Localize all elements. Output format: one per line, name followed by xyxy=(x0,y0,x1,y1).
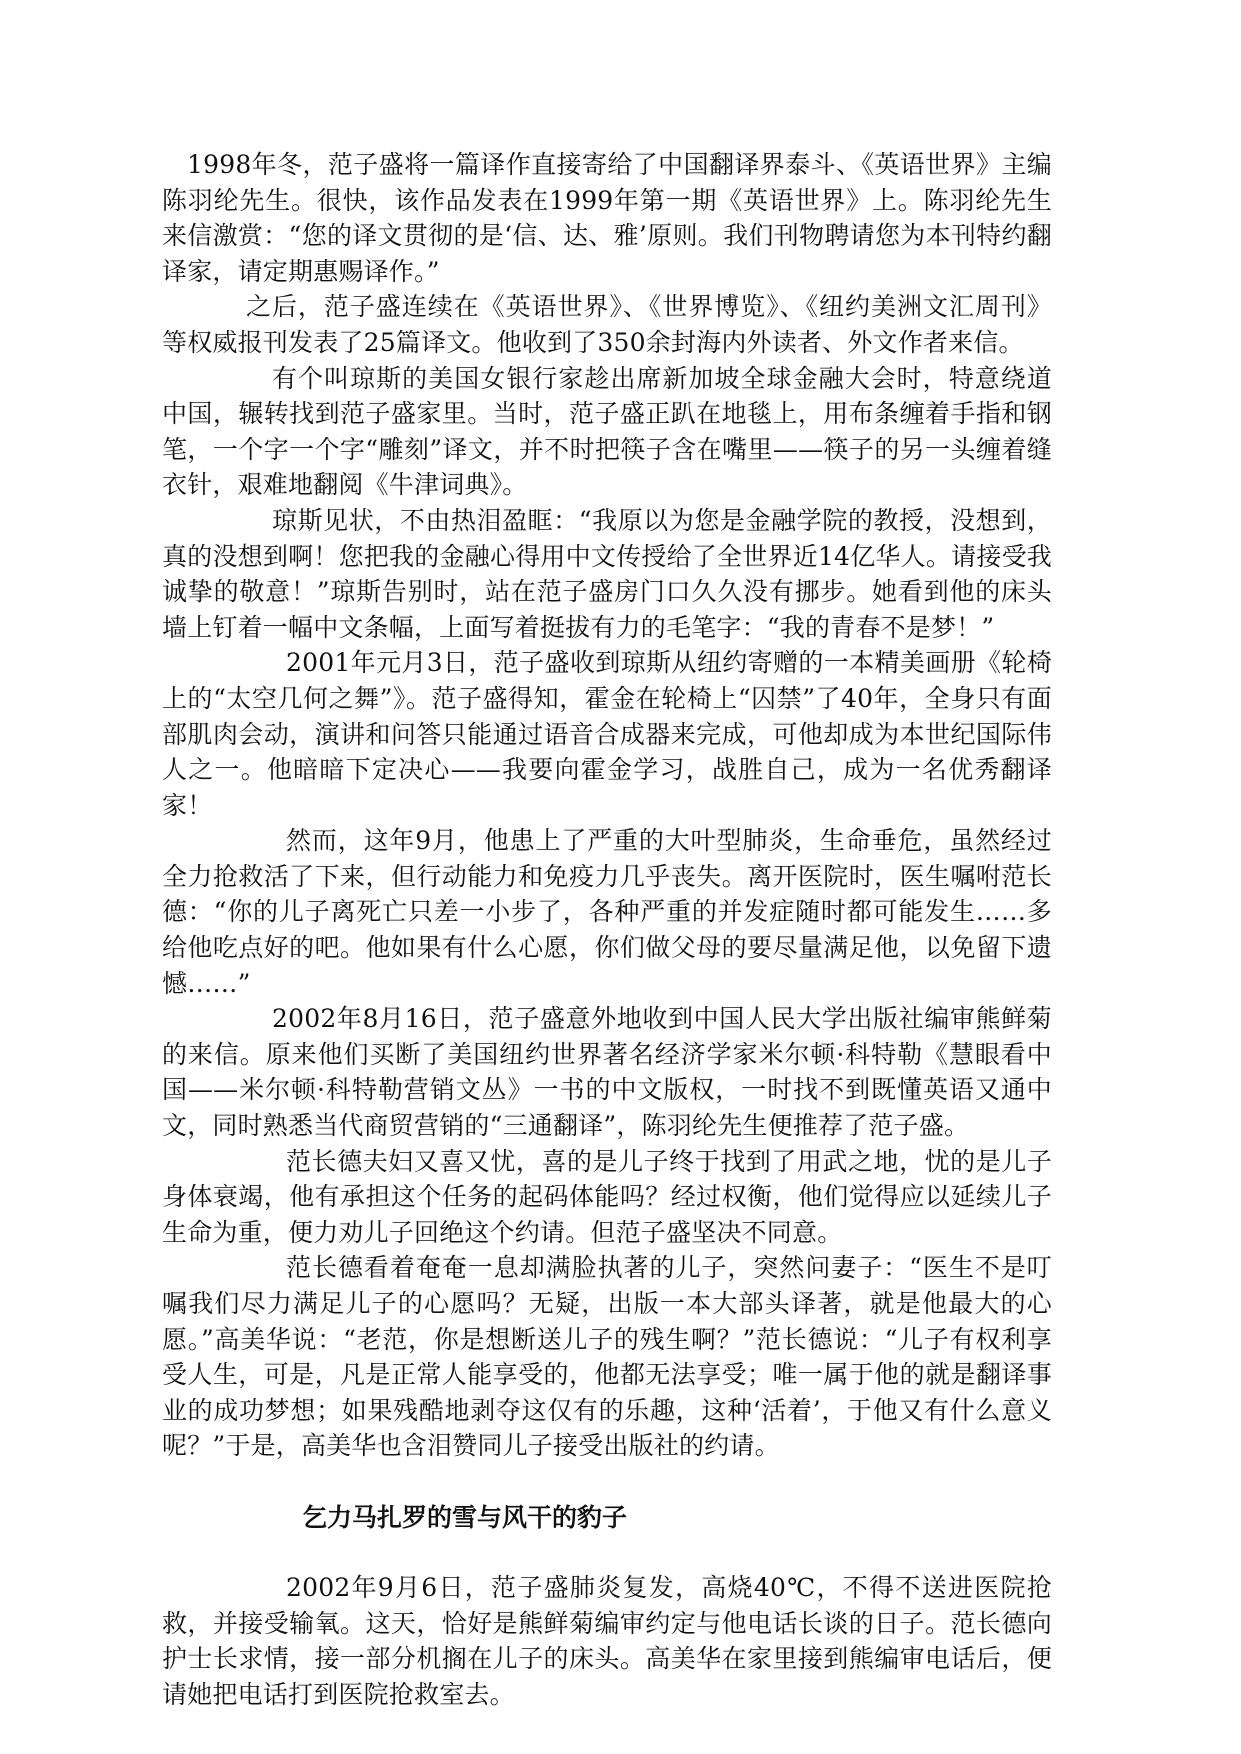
document-page xyxy=(162,147,1052,1712)
paragraph-7: 2002年8月16日，范子盛意外地收到中国人民大学出版社编审熊鲜菊的来信。原来他们买断了美国纽约世界著名经济学家米尔顿·科特勒《慧眼看中国——米尔顿·科特勒营销文丛》一书的中文版权，一时找不到既懂英语又通中文，同时熟悉当代商贸营销的“三通翻译”，陈羽纶先生便推荐了范子盛。 xyxy=(162,1004,1052,1141)
paragraph-6: 然而，这年9月，他患上了严重的大叶型肺炎，生命垂危，虽然经过全力抢救活了下来，但行动能力和免疫力几乎丧失。离开医院时，医生嘱咐范长德：“你的儿子离死亡只差一小步了，各种严重的并发症随时都可能发生……多给他吃点好的吧。他如果有什么心愿，你们做父母的要尽量满足他，以免留下遗憾……” xyxy=(162,826,1052,998)
paragraph-10: 2002年9月6日，范子盛肺炎复发，高烧40℃，不得不送进医院抢救，并接受输氧。这天，恰好是熊鲜菊编审约定与他电话长谈的日子。范长德向护士长求情，接一部分机搁在儿子的床头。高美华在家里接到熊编审电话后，便请她把电话打到医院抢救室去。 xyxy=(162,1572,1052,1709)
paragraph-1: 1998年冬，范子盛将一篇译作直接寄给了中国翻译界泰斗、《英语世界》主编陈羽纶先生。很快，该作品发表在1999年第一期《英语世界》上。陈羽纶先生来信激赏：“您的译文贯彻的是‘信、达、雅’原则。我们刊物聘请您为本刊特约翻译家，请定期惠赐译作。” xyxy=(162,150,1052,286)
paragraph-9: 范长德看着奄奄一息却满脸执著的儿子，突然问妻子：“医生不是叮嘱我们尽力满足儿子的心愿吗？无疑，出版一本大部头译著，就是他最大的心愿。”高美华说：“老范，你是想断送儿子的残生啊？”范长德说：“儿子有权利享受人生，可是，凡是正常人能享受的，他都无法享受；唯一属于他的就是翻译事业的成功梦想；如果残酷地剥夺这仅有的乐趣，这种‘活着’，于他又有什么意义呢？”于是，高美华也含泪赞同儿子接受出版社的约请。 xyxy=(162,1253,1052,1461)
paragraph-4: 琼斯见状，不由热泪盈眶：“我原以为您是金融学院的教授，没想到，真的没想到啊！您把我的金融心得用中文传授给了全世界近14亿华人。请接受我诚挚的敬意！”琼斯告别时，站在范子盛房门口久久没有挪步。她看到他的床头墙上钉着一幅中文条幅，上面写着挺拔有力的毛笔字：“我的青春不是梦！” xyxy=(162,505,1052,642)
paragraph-8: 范长德夫妇又喜又忧，喜的是儿子终于找到了用武之地，忧的是儿子身体衰竭，他有承担这个任务的起码体能吗？经过权衡，他们觉得应以延续儿子生命为重，便力劝儿子回绝这个约请。但范子盛坚决不同意。 xyxy=(162,1146,1052,1247)
paragraph-3: 有个叫琼斯的美国女银行家趁出席新加坡全球金融大会时，特意绕道中国，辗转找到范子盛家里。当时，范子盛正趴在地毯上，用布条缠着手指和钢笔，一个字一个字“雕刻”译文，并不时把筷子含在嘴里——筷子的另一头缠着缝衣针，艰难地翻阅《牛津词典》。 xyxy=(162,363,1052,500)
paragraph-2: 之后，范子盛连续在《英语世界》、《世界博览》、《纽约美洲文汇周刊》等权威报刊发表了25篇译文。他收到了350余封海内外读者、外文作者来信。 xyxy=(162,292,1052,357)
section-heading: 乞力马扎罗的雪与风干的豹子 xyxy=(302,1502,628,1532)
paragraph-5: 2001年元月3日，范子盛收到琼斯从纽约寄赠的一本精美画册《轮椅上的“太空几何之舞”》。范子盛得知，霍金在轮椅上“囚禁”了40年，全身只有面部肌肉会动，演讲和问答只能通过语音合成器来完成，可他却成为本世纪国际伟人之一。他暗暗下定决心——我要向霍金学习，战胜自己，成为一名优秀翻译家！ xyxy=(162,648,1052,820)
